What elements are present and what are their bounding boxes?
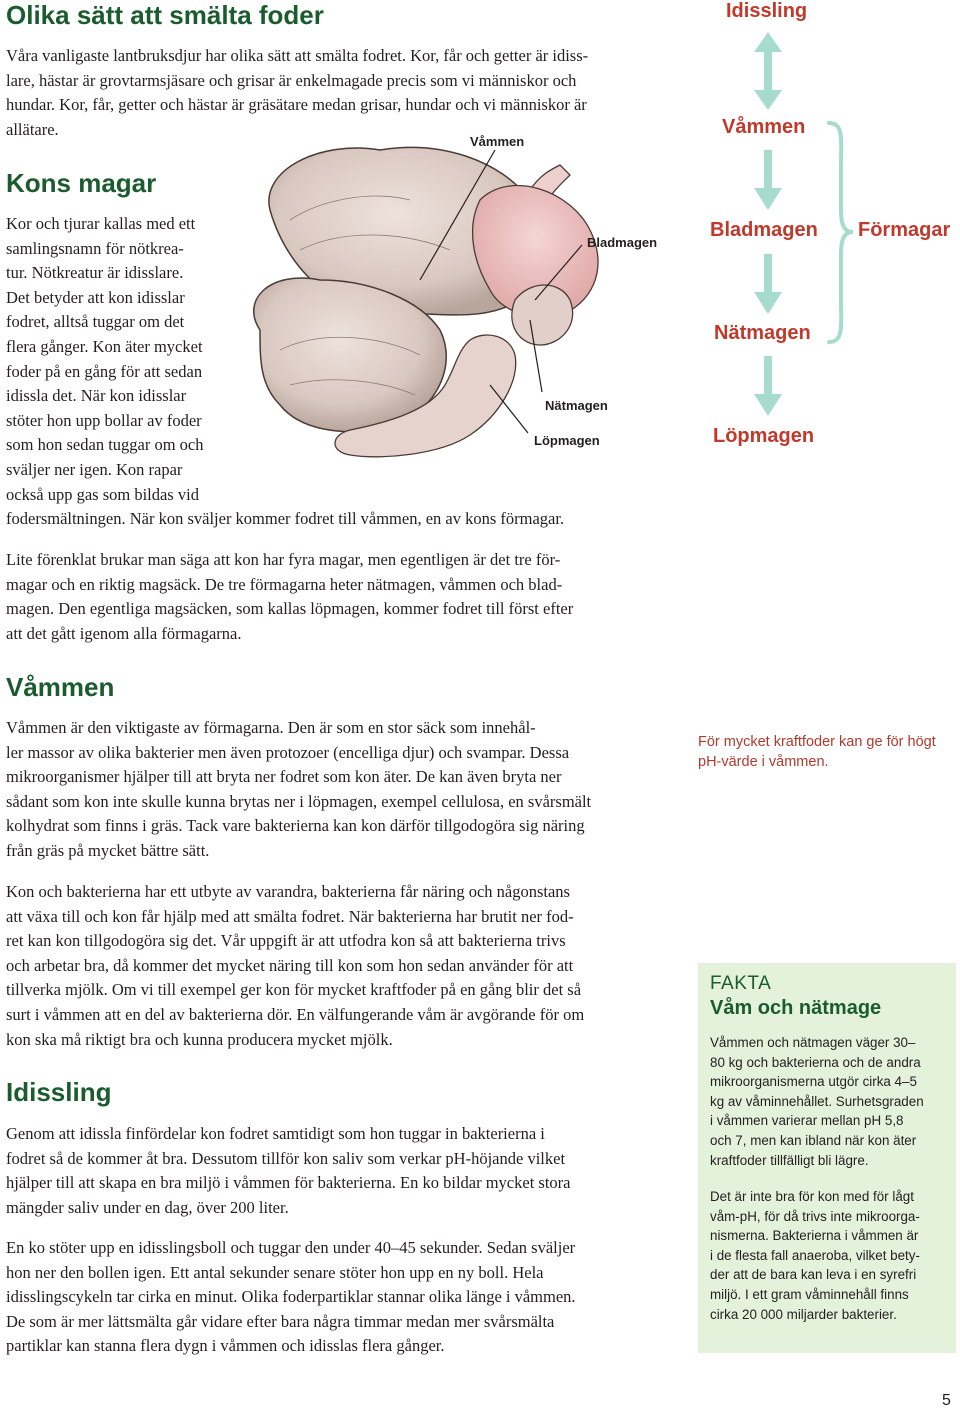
intro-line: hundar. Kor, får, getter och hästar är gräsätare medan grisar, hundar och vi människor är <box>6 95 587 115</box>
text-line: tillverka mjölk. Om vi till exempel ger kon för mycket kraftfoder på en gång blir det så <box>6 980 582 1000</box>
sidebar-note <box>698 732 960 772</box>
down-arrow-icon <box>754 254 782 314</box>
fakta-line: kg av våminnehållet. Surhetsgraden <box>710 1093 924 1109</box>
intro-paragraph <box>6 44 656 142</box>
fakta-kicker: FAKTA <box>710 973 772 994</box>
fakta-line: våm-pH, för då trivs inte mikroorga- <box>710 1208 920 1224</box>
text-line: Det betyder att kon idisslar <box>6 287 185 307</box>
vammen-paragraph-2 <box>6 880 666 1052</box>
text-line: stöter hon upp bollar av foder <box>6 410 202 430</box>
text-line: sådant som kon inte skulle kunna brytas ner i löpmagen, exempel cellulosa, en svårsmält <box>6 791 592 811</box>
fakta-line: 80 kg och bakterierna och de andra <box>710 1054 921 1070</box>
vammen-paragraph-1 <box>6 716 666 864</box>
text-line: magen. Den egentliga magsäcken, som kallas löpmagen, kommer fodret till först efter <box>6 599 574 619</box>
text-line: att det gått igenom alla förmagarna. <box>6 623 242 643</box>
flow-formagar: Förmagar <box>858 219 951 241</box>
flow-vammen: Våmmen <box>722 116 806 138</box>
text-line: magar och en riktig magsäck. De tre förmagarna heter nätmagen, våmmen och blad- <box>6 574 563 594</box>
fakta-line: och 7, men kan ibland när kon äter <box>710 1132 917 1148</box>
flow-natmagen: Nätmagen <box>714 322 811 344</box>
text-line: surt i våmmen att en del av bakterierna dör. En välfungerande våm är avgörande för om <box>6 1004 585 1024</box>
fakta-paragraph-1 <box>710 1033 952 1170</box>
fakta-line: mikroorganismerna utgör cirka 4–5 <box>710 1074 917 1090</box>
text-line: tur. Nötkreatur är idisslare. <box>6 263 184 283</box>
double-arrow-icon <box>754 32 782 110</box>
flow-lopmagen: Löpmagen <box>713 425 815 447</box>
text-line: mikroorganismer hjälper till att bryta ner fodret som kon äter. De kan även bryta ner <box>6 767 562 787</box>
note-line: För mycket kraftfoder kan ge för högt <box>698 734 936 750</box>
fakta-title: Våm och nätmage <box>710 997 882 1019</box>
text-line: Våmmen är den viktigaste av förmagarna. Den är som en stor säck som innehål- <box>6 718 536 737</box>
text-line: fodret, alltså tuggar om det <box>6 312 185 332</box>
fakta-line: Våmmen och nätmagen väger 30– <box>710 1035 916 1050</box>
idissling-paragraph-2 <box>6 1236 666 1359</box>
text-line: ler massor av olika bakterier men även protozoer (encelliga djur) och svampar. Dessa <box>6 742 570 762</box>
fakta-line: kraftfoder tillfälligt bli lägre. <box>710 1152 869 1168</box>
page-number: 5 <box>942 1392 951 1409</box>
fyra-magar-paragraph <box>6 548 656 646</box>
curly-brace-icon <box>826 120 856 345</box>
label-bladmagen: Bladmagen <box>587 235 658 250</box>
text-line: Kor och tjurar kallas med ett <box>6 214 196 233</box>
flow-bladmagen: Bladmagen <box>710 219 818 241</box>
note-line: pH-värde i våmmen. <box>698 754 829 770</box>
text-line: De som är mer lättsmälta går vidare efter bara några timmar medan mer svårsmälta <box>6 1311 555 1331</box>
text-line: flera gånger. Kon äter mycket <box>6 336 203 356</box>
idissling-paragraph-1 <box>6 1122 666 1220</box>
kons-magar-heading: Kons magar <box>6 168 157 198</box>
text-line: partiklar kan stanna flera dygn i våmmen och idisslas flera gånger. <box>6 1336 445 1356</box>
idissling-heading: Idissling <box>6 1077 112 1107</box>
text-line: kon ska må riktigt bra och kunna producera mycket mjölk. <box>6 1029 393 1049</box>
text-line: Kon och bakterierna har ett utbyte av varandra, bakterierna får näring och någonstans <box>6 882 570 901</box>
text-line: En ko stöter upp en idisslingsboll och tuggar den under 40–45 sekunder. Sedan sväljer <box>6 1238 576 1257</box>
text-line: också upp gas som bildas vid <box>6 484 199 504</box>
text-line: från gräs på mycket bättre sätt. <box>6 840 210 860</box>
intro-line: allätare. <box>6 119 59 139</box>
page-title: Olika sätt att smälta foder <box>6 0 324 30</box>
label-natmagen: Nätmagen <box>545 398 608 413</box>
down-arrow-icon <box>754 356 782 416</box>
text-line: kolhydrat som finns i gräs. Tack vare bakterierna kan kon därför tillgodogöra sig näring <box>6 816 585 836</box>
text-line: ret kan kon tillgodogöra sig det. Vår uppgift är att utfodra kon så att bakterierna trivs <box>6 931 566 951</box>
text-line: sväljer ner igen. Kon rapar <box>6 459 183 479</box>
fakta-line: miljö. I ett gram våminnehåll finns <box>710 1286 909 1302</box>
vammen-heading: Våmmen <box>6 672 115 702</box>
reticulum-drawing <box>512 285 573 345</box>
text-line: och arbetar bra, då kommer det mycket näring till kon som hon sedan använder för att <box>6 955 574 975</box>
fakta-line: i våmmen varierar mellan pH 5,8 <box>710 1113 904 1129</box>
text-line: Genom att idissla finfördelar kon fodret samtidigt som hon tuggar in bakterierna i <box>6 1124 545 1143</box>
text-line: idisslingscykeln tar cirka en minut. Olika foderpartiklar stannar olika länge i våmmen. <box>6 1287 576 1307</box>
text-line: Lite förenklat brukar man säga att kon har fyra magar, men egentligen är det tre för- <box>6 550 561 569</box>
label-lopmagen: Löpmagen <box>534 433 600 448</box>
down-arrow-icon <box>754 150 782 210</box>
flow-idissling: Idissling <box>726 0 808 22</box>
fakta-line: nismerna. Bakterierna i våmmen är <box>710 1228 919 1244</box>
intro-line: Våra vanligaste lantbruksdjur har olika sätt att smälta fodret. Kor, får och getter är idiss- <box>6 46 589 65</box>
text-line: hjälper till att skapa en bra miljö i våmmen för bakterierna. En ko bildar mycket stora <box>6 1173 571 1193</box>
label-vammen: Våmmen <box>470 134 525 149</box>
text-line: idissla det. När kon idisslar <box>6 386 187 406</box>
text-line: mängder saliv under en dag, över 200 liter. <box>6 1197 289 1217</box>
intro-line: lare, hästar är grovtarmsjäsare och grisar är enkelmagade precis som vi människor och <box>6 70 577 90</box>
stomach-illustration <box>230 130 670 490</box>
text-line: foder på en gång för att sedan <box>6 361 203 381</box>
text-line: fodersmältningen. När kon sväljer kommer fodret till våmmen, en av kons förmagar. <box>6 509 565 529</box>
text-line: hon ner den bollen igen. Ett antal sekunder senare stöter hon upp en ny boll. Hela <box>6 1262 544 1282</box>
fakta-line: i de flesta fall anaeroba, vilket bety- <box>710 1247 920 1263</box>
text-line: samlingsnamn för nötkrea- <box>6 238 184 258</box>
text-line: som hon sedan tuggar om och <box>6 435 204 455</box>
fakta-line: cirka 20 000 miljarder bakterier. <box>710 1306 897 1322</box>
fakta-line: der att de bara kan leva i en syrefri <box>710 1267 917 1283</box>
digestion-flow-diagram <box>690 0 960 460</box>
fakta-line: Det är inte bra för kon med för lågt <box>710 1189 914 1204</box>
fakta-box <box>698 963 956 1353</box>
text-line: att växa till och kon får hjälp med att smälta fodret. När bakterierna har brutit ner fod- <box>6 906 574 926</box>
fakta-paragraph-2 <box>710 1187 952 1324</box>
text-line: fodret så de kommer åt bra. Dessutom tillför kon saliv som verkar pH-höjande vilket <box>6 1148 566 1168</box>
